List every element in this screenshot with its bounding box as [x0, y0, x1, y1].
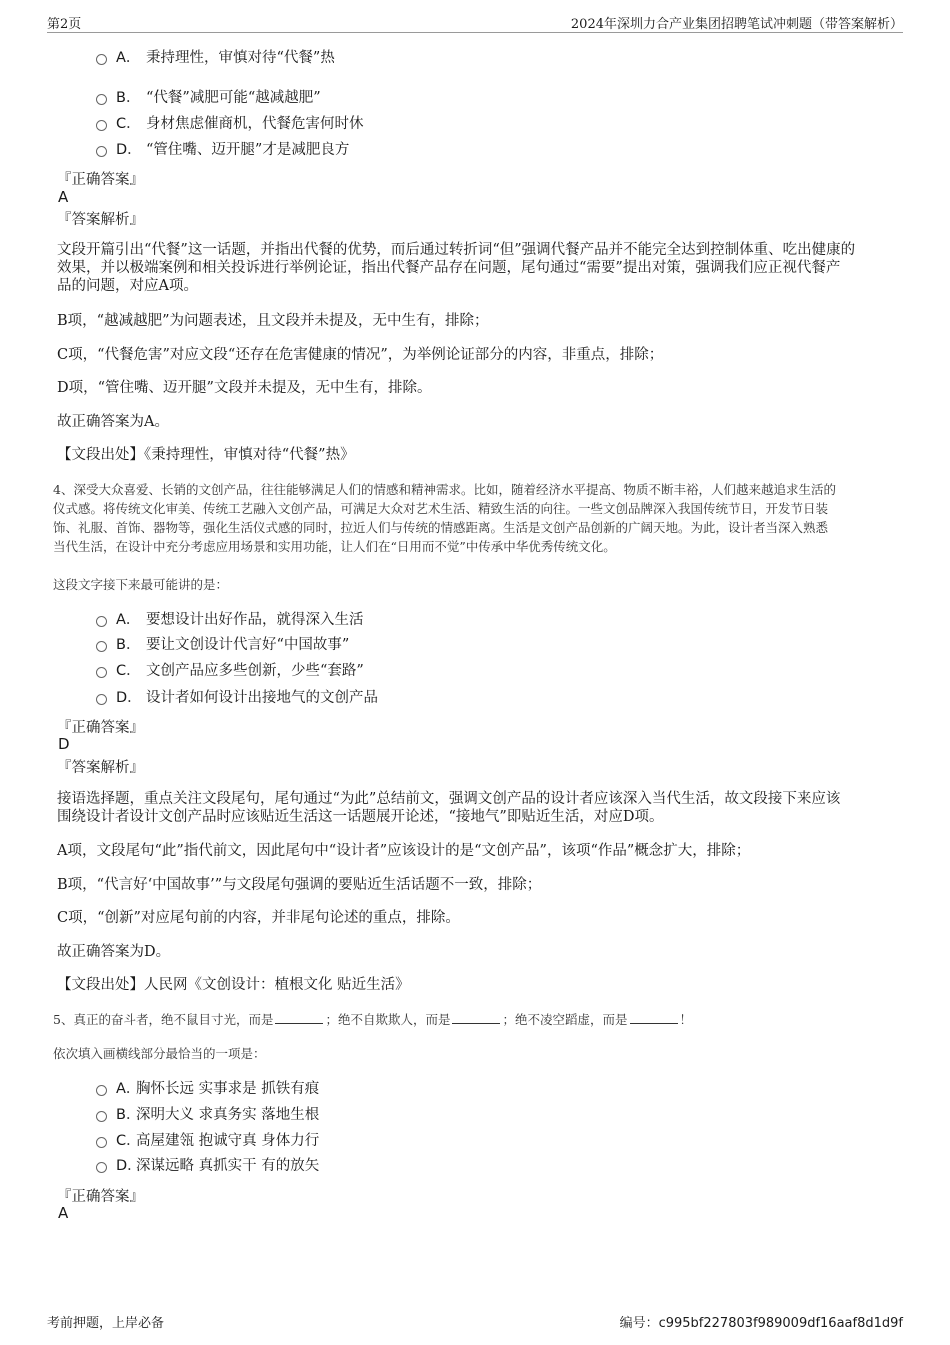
analysis-line: C项，“创新”对应尾句前的内容，并非尾句论述的重点，排除。 — [57, 910, 460, 926]
question-5-stem: 5、真正的奋斗者，绝不鼠目寸光，而是 ；绝不自欺欺人，而是 ；绝不凌空蹈虚，而是 ！ — [53, 1012, 693, 1027]
correct-answer-label: 『正确答案』 — [57, 1189, 144, 1205]
q4-option-d[interactable]: D． 设计者如何设计出接地气的文创产品 — [96, 688, 378, 708]
radio-icon[interactable] — [96, 667, 107, 678]
source-citation: 【文段出处】《秉持理性，审慎对待“代餐”热》 — [57, 447, 355, 463]
radio-icon[interactable] — [96, 616, 107, 627]
correct-answer-value: A — [58, 188, 69, 206]
q3-option-c[interactable]: C． 身材焦虑催商机，代餐危害何时休 — [96, 114, 364, 134]
analysis-conclusion: 故正确答案为A。 — [57, 414, 169, 430]
analysis-line: D项，“管住嘴、迈开腿”文段并未提及，无中生有，排除。 — [57, 380, 432, 396]
source-citation: 【文段出处】人民网《文创设计：植根文化 贴近生活》 — [57, 977, 410, 993]
correct-answer-value: D — [58, 735, 70, 753]
footer-slogan: 考前押题，上岸必备 — [47, 1316, 165, 1331]
q4-option-b[interactable]: B． 要让文创设计代言好“中国故事” — [96, 635, 349, 655]
fill-blank-2 — [452, 1011, 500, 1024]
fill-blank-3 — [630, 1011, 678, 1024]
analysis-line: B项，“代言好‘中国故事’”与文段尾句强调的要贴近生活话题不一致，排除； — [57, 877, 542, 893]
analysis-label: 『答案解析』 — [57, 212, 144, 228]
page-number: 第2页 — [47, 17, 82, 32]
document-title: 2024年深圳力合产业集团招聘笔试冲刺题（带答案解析） — [570, 17, 903, 32]
radio-icon[interactable] — [96, 1085, 107, 1096]
q4-option-c[interactable]: C． 文创产品应多些创新，少些“套路” — [96, 661, 364, 681]
page-header — [47, 10, 903, 33]
radio-icon[interactable] — [96, 1111, 107, 1122]
analysis-paragraph: 接语选择题，重点关注文段尾句，尾句通过“为此”总结前文，强调文创产品的设计者应该深入当代生活，故文段接下来应该 围绕设计者设计文创产品时应该贴近生活这一话题展开论述，“接地气”即贴近生活，对应D项。 — [57, 791, 841, 825]
correct-answer-value: A — [58, 1204, 69, 1222]
radio-icon[interactable] — [96, 120, 107, 131]
q3-option-d[interactable]: D． “管住嘴、迈开腿”才是减肥良方 — [96, 140, 349, 160]
radio-icon[interactable] — [96, 641, 107, 652]
radio-icon[interactable] — [96, 1162, 107, 1173]
analysis-line: A项，文段尾句“此”指代前文，因此尾句中“设计者”应该设计的是“文创产品”，该项“作品”概念扩大，排除； — [57, 843, 751, 859]
radio-icon[interactable] — [96, 146, 107, 157]
radio-icon[interactable] — [96, 1137, 107, 1148]
q3-option-b[interactable]: B． “代餐”减肥可能“越减越肥” — [96, 88, 321, 108]
question-5-prompt: 依次填入画横线部分最恰当的一项是： — [53, 1046, 266, 1061]
radio-icon[interactable] — [96, 694, 107, 705]
analysis-conclusion: 故正确答案为D。 — [57, 944, 171, 960]
radio-icon[interactable] — [96, 94, 107, 105]
fill-blank-1 — [275, 1011, 323, 1024]
correct-answer-label: 『正确答案』 — [57, 172, 144, 188]
analysis-line: B项，“越减越肥”为问题表述，且文段并未提及，无中生有，排除； — [57, 313, 489, 329]
q5-option-b[interactable]: B．深明大义 求真务实 落地生根 — [96, 1105, 319, 1125]
analysis-label: 『答案解析』 — [57, 760, 144, 776]
q3-option-a[interactable]: A． 秉持理性，审慎对待“代餐”热 — [96, 48, 335, 68]
question-4-stem: 4、深受大众喜爱、长销的文创产品，往往能够满足人们的情感和精神需求。比如，随着经济水平提高、物质不断丰裕，人们越来越追求生活的 仪式感。将传统文化审美、传统工艺融入文创产品，可满足大众对艺术生活、精致生活的向往。一些文创品牌深入我国传统节日，开发节日装 饰、礼服、首饰、器物等，强化生活仪式感的同时，拉近人们与传统的情感距离。生活是文创产品创新的广阔天地。为此，设计者当深入熟悉 当代生活，在设计中充分考虑应用场景和实用功能，让人们在“日用而不觉”中传承中华优秀传统文化。 — [53, 482, 836, 554]
q5-option-d[interactable]: D．深谋远略 真抓实干 有的放矢 — [96, 1156, 319, 1176]
correct-answer-label: 『正确答案』 — [57, 720, 144, 736]
q5-option-a[interactable]: A．胸怀长远 实事求是 抓铁有痕 — [96, 1079, 319, 1099]
q5-option-c[interactable]: C．高屋建瓴 抱诚守真 身体力行 — [96, 1131, 319, 1151]
analysis-paragraph: 文段开篇引出“代餐”这一话题，并指出代餐的优势，而后通过转折词“但”强调代餐产品并不能完全达到控制体重、吃出健康的 效果，并以极端案例和相关投诉进行举例论证，指出代餐产品存在问题，尾句通过“需要”提出对策，强调我们应正视代餐产 品的问题，对应A项。 — [57, 242, 856, 294]
document-code: 编号：c995bf227803f989009df16aaf8d1d9f — [619, 1316, 903, 1331]
analysis-line: C项，“代餐危害”对应文段“还存在危害健康的情况”，为举例论证部分的内容，非重点，排除； — [57, 347, 664, 363]
radio-icon[interactable] — [96, 54, 107, 65]
question-4-prompt: 这段文字接下来最可能讲的是： — [53, 577, 229, 592]
q4-option-a[interactable]: A． 要想设计出好作品，就得深入生活 — [96, 610, 364, 630]
